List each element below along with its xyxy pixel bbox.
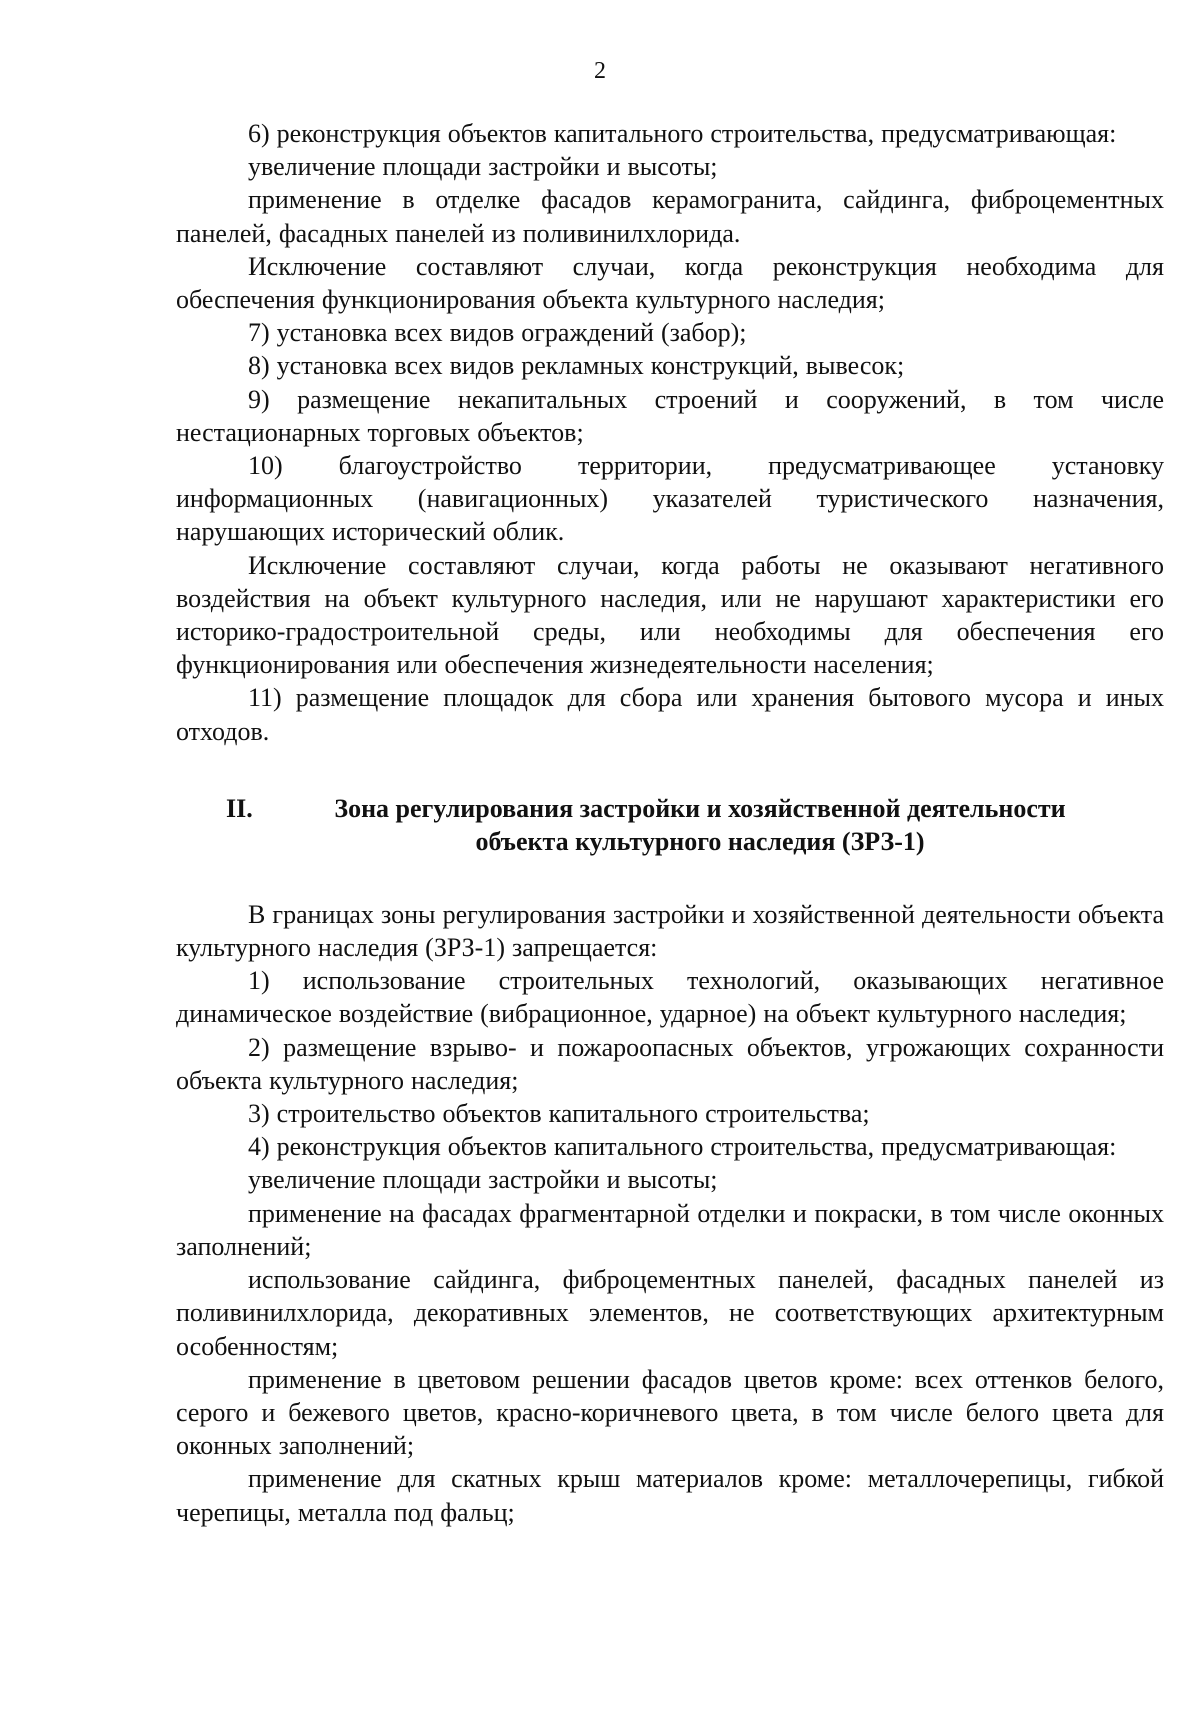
section-title-line2: объекта культурного наследия (ЗРЗ-1) [475, 826, 925, 856]
paragraph: 8) установка всех видов рекламных конструкций, вывесок; [248, 351, 905, 381]
paragraph: 4) реконструкция объектов капитального строительства, предусматривающая: [248, 1132, 1117, 1162]
paragraph: 3) строительство объектов капитального строительства; [248, 1099, 870, 1129]
paragraph: 11) размещение площадок для сбора или хранения бытового мусора и иных отходов. [176, 683, 1164, 746]
paragraph: применение на фасадах фрагментарной отделки и покраски, в том числе оконных заполнений; [176, 1198, 1164, 1261]
paragraph: 1) использование строительных технологий, оказывающих негативное динамическое воздействие (вибрационное, ударное) на объект культурного наследия; [176, 966, 1164, 1029]
paragraph: применение в цветовом решении фасадов цветов кроме: всех оттенков белого, серого и бежевого цветов, красно-коричневого цвета, в том числе белого цвета для оконных заполнений; [176, 1364, 1164, 1461]
paragraph: 10) благоустройство территории, предусматривающее установку информационных (навигационных) указателей туристического назначения, нарушающих исторический облик. [176, 451, 1164, 547]
paragraph: 7) установка всех видов ограждений (забор); [248, 318, 747, 348]
paragraph: увеличение площади застройки и высоты; [248, 1165, 718, 1195]
paragraph: применение в отделке фасадов керамогранита, сайдинга, фиброцементных панелей, фасадных панелей из поливинилхлорида. [176, 185, 1164, 248]
paragraph: 9) размещение некапитальных строений и сооружений, в том числе нестационарных торговых объектов; [176, 384, 1164, 447]
section-heading [176, 792, 1164, 858]
paragraph: использование сайдинга, фиброцементных панелей, фасадных панелей из поливинилхлорида, декоративных элементов, не соответствующих архитектурным особенностям; [176, 1265, 1164, 1361]
section-title-line1: Зона регулирования застройки и хозяйственной деятельности [334, 793, 1066, 823]
paragraph: 2) размещение взрыво- и пожароопасных объектов, угрожающих сохранности объекта культурного наследия; [176, 1032, 1164, 1095]
paragraph: Исключение составляют случаи, когда реконструкция необходима для обеспечения функционирования объекта культурного наследия; [176, 251, 1164, 315]
page-number: 2 [594, 58, 606, 84]
paragraph: применение для скатных крыш материалов кроме: металлочерепицы, гибкой черепицы, металла под фальц; [176, 1464, 1164, 1527]
paragraph: увеличение площади застройки и высоты; [248, 152, 718, 182]
section-number: II. [226, 793, 253, 823]
paragraph: 6) реконструкция объектов капитального строительства, предусматривающая: [248, 119, 1117, 148]
document-body [176, 117, 1164, 1529]
paragraph: Исключение составляют случаи, когда работы не оказывают негативного воздействия на объект культурного наследия, или не нарушают характеристики его историко-градостроительной среды, или необходимы для обеспечения его функционирования или обеспечения жизнедеятельности населения; [176, 550, 1164, 680]
paragraph: В границах зоны регулирования застройки и хозяйственной деятельности объекта культурного наследия (ЗРЗ-1) запрещается: [176, 899, 1164, 963]
